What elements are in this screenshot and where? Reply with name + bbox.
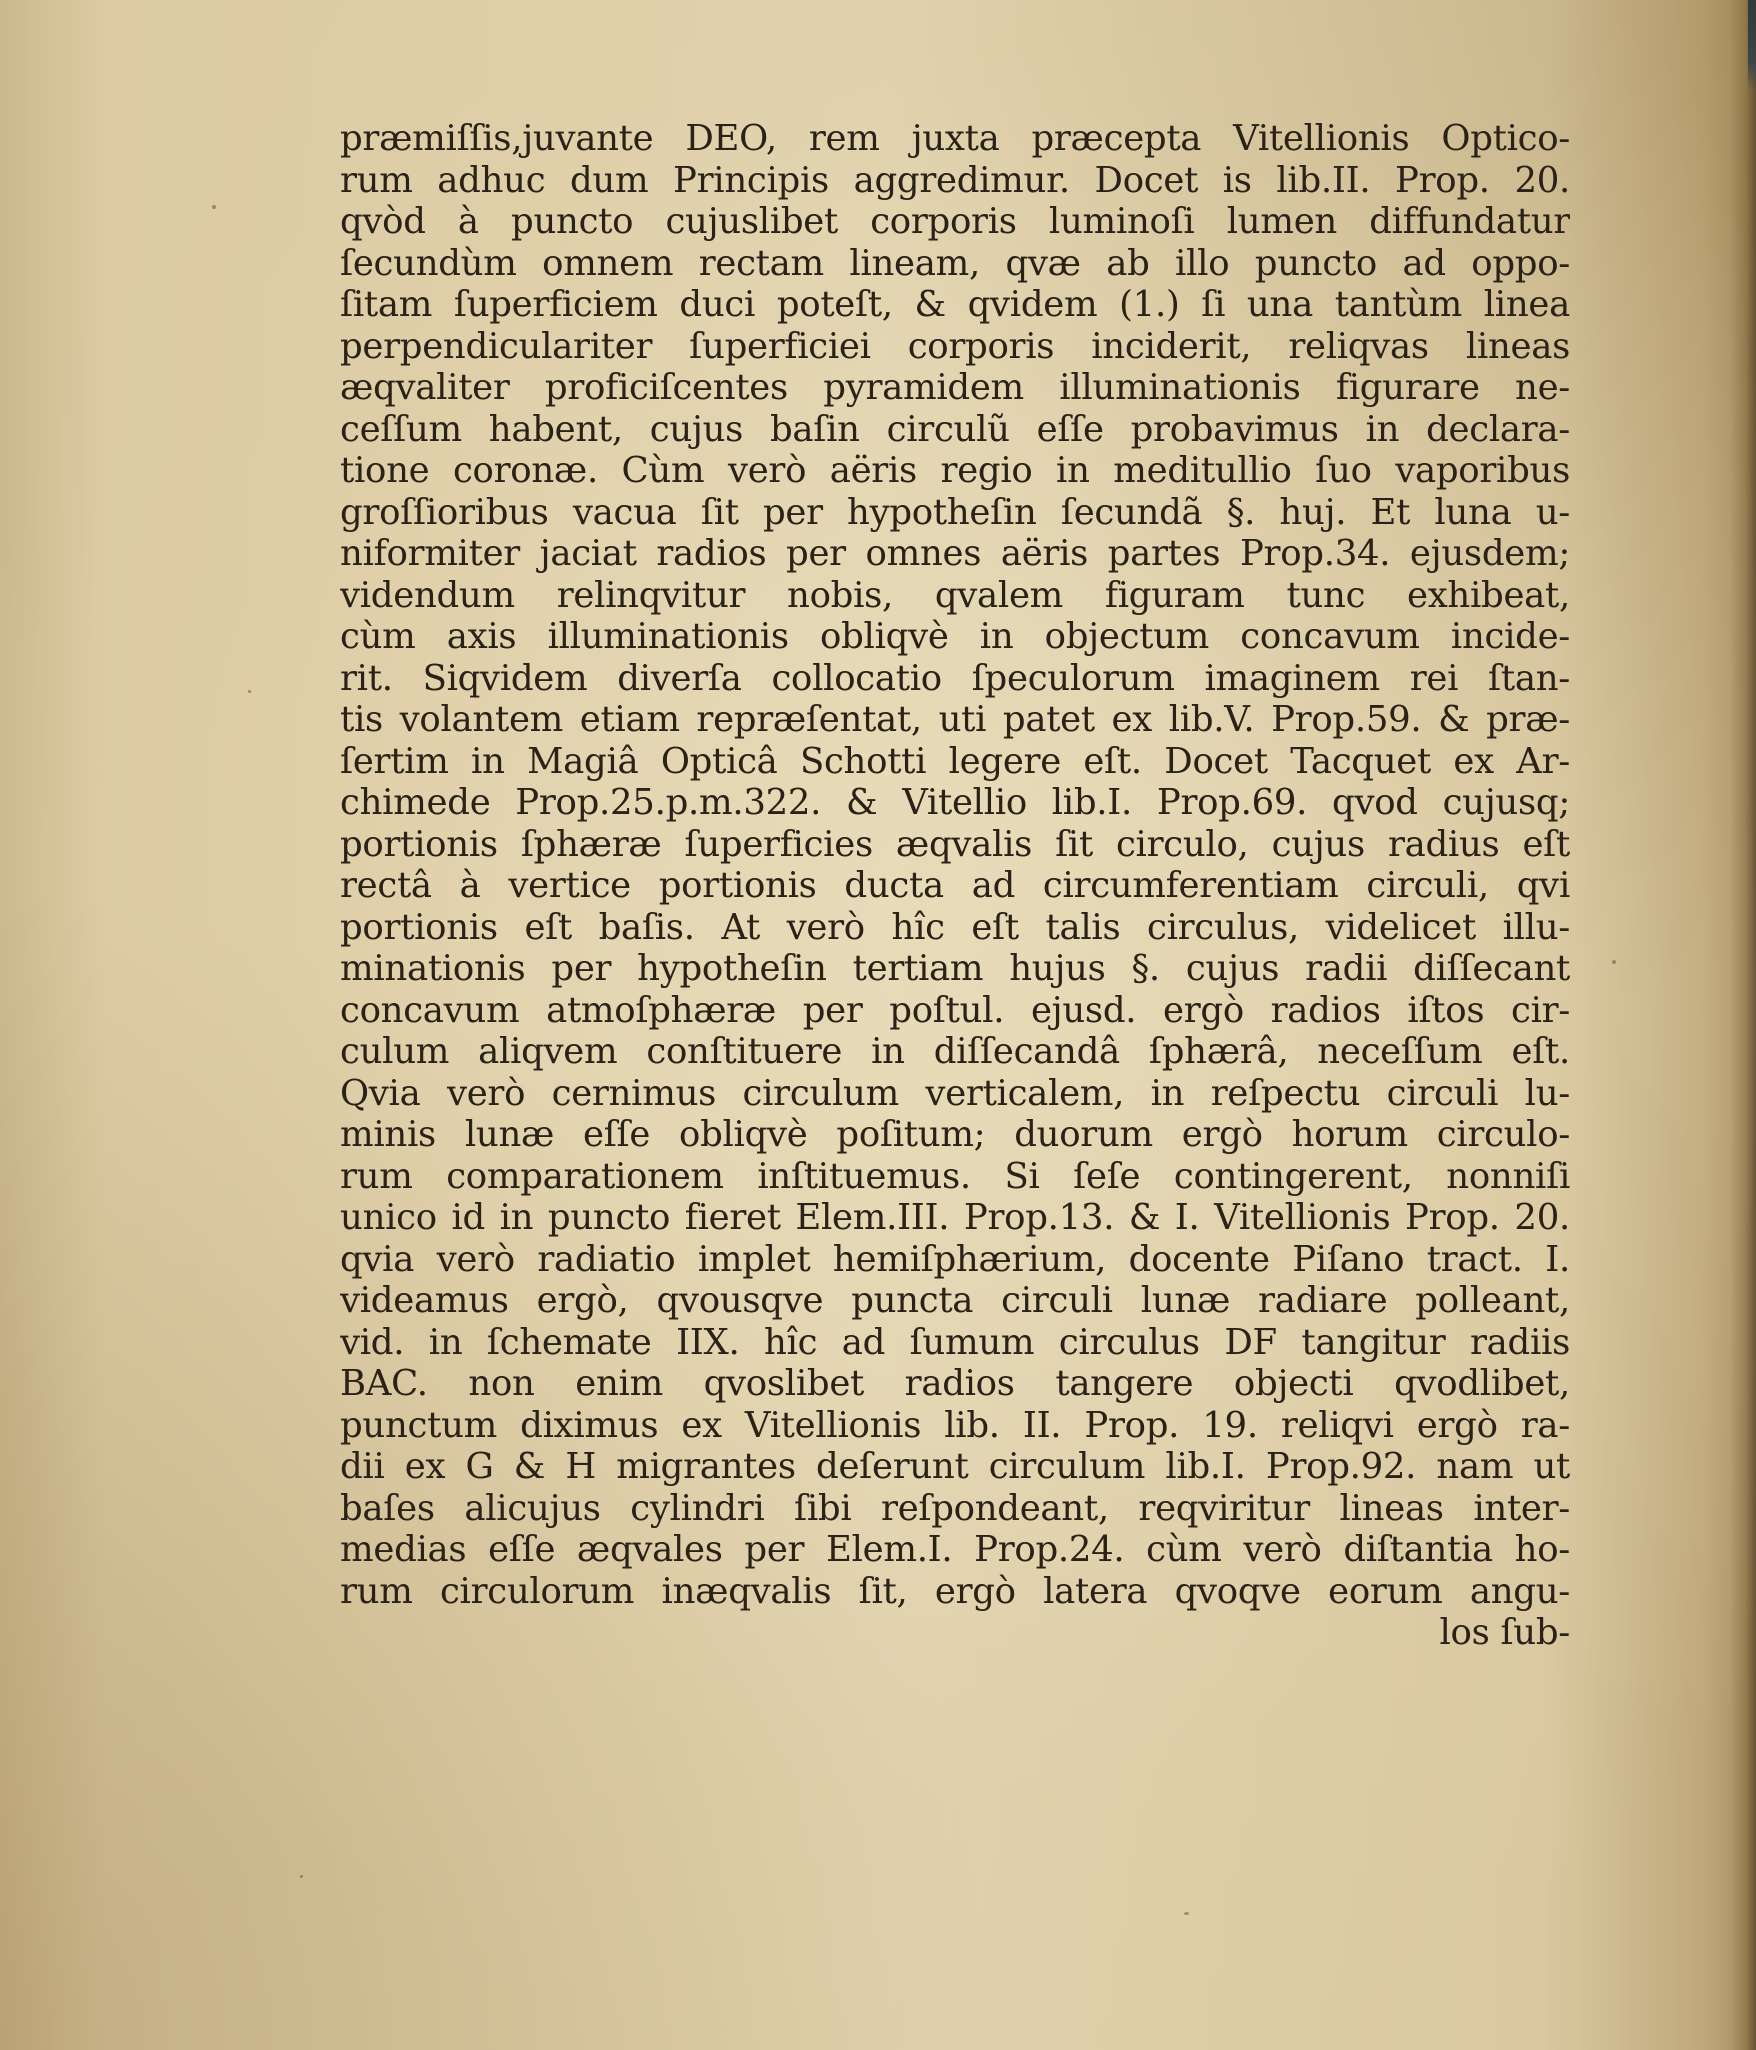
text-line: BAC. non enim qvoslibet radios tangere objecti qvodlibet, <box>340 1363 1570 1404</box>
text-line: groſſioribus vacua ſit per hypotheſin ſecundã §. huj. Et luna u- <box>340 491 1570 533</box>
page-edge-shadow <box>1730 0 1756 2050</box>
book-binding-edge <box>1748 0 1756 90</box>
text-line: præmiſſis,juvante DEO, rem juxta præcepta Vitellionis Optico- <box>340 118 1570 159</box>
text-line: portionis ſphæræ ſuperficies æqvalis ſit circulo, cujus radius eſt <box>340 823 1570 865</box>
text-line: ſertim in Magiâ Opticâ Schotti legere eſt. Docet Tacquet ex Ar- <box>340 740 1570 782</box>
paper-speck <box>1612 960 1616 964</box>
paper-speck <box>248 690 251 693</box>
text-line: rum adhuc dum Principis aggredimur. Docet is lib.II. Prop. 20. <box>340 159 1570 201</box>
text-line: chimede Prop.25.p.m.322. & Vitellio lib.I. Prop.69. qvod cujusq; <box>340 782 1570 823</box>
text-line: medias eſſe æqvales per Elem.I. Prop.24. cùm verò diſtantia ho- <box>340 1529 1570 1570</box>
text-line: æqvaliter proficiſcentes pyramidem illuminationis figurare ne- <box>340 367 1570 408</box>
text-line: unico id in puncto fieret Elem.III. Prop.13. & I. Vitellionis Prop. 20. <box>340 1197 1570 1238</box>
paper-speck <box>300 1875 303 1878</box>
catchword: los ſub- <box>1439 1612 1570 1653</box>
text-line: baſes alicujus cylindri ſibi reſpondeant, reqviritur lineas inter- <box>340 1487 1570 1529</box>
page-text <box>340 118 1570 1654</box>
text-line: qvòd à puncto cujuslibet corporis luminoſi lumen diffundatur <box>340 201 1570 242</box>
text-line: ſitam ſuperficiem duci poteſt, & qvidem (1.) ſi una tantùm linea <box>340 284 1570 325</box>
text-line: tis volantem etiam repræſentat, uti patet ex lib.V. Prop.59. & præ- <box>340 699 1570 740</box>
text-line: rit. Siqvidem diverſa collocatio ſpeculorum imaginem rei ſtan- <box>340 657 1570 699</box>
text-line: tione coronæ. Cùm verò aëris regio in meditullio ſuo vaporibus <box>340 450 1570 491</box>
text-line: punctum diximus ex Vitellionis lib. II. Prop. 19. reliqvi ergò ra- <box>340 1404 1570 1446</box>
text-line: portionis eſt baſis. At verò hîc eſt talis circulus, videlicet illu- <box>340 906 1570 948</box>
text-line: perpendiculariter ſuperficiei corporis inciderit, reliqvas lineas <box>340 325 1570 367</box>
text-line: minationis per hypotheſin tertiam hujus §. cujus radii diſſecant <box>340 948 1570 989</box>
text-line: dii ex G & H migrantes deſerunt circulum lib.I. Prop.92. nam ut <box>340 1446 1570 1487</box>
text-line: rum circulorum inæqvalis ſit, ergò latera qvoqve eorum angu- <box>340 1570 1570 1612</box>
text-line: concavum atmoſphæræ per poſtul. ejusd. ergò radios iſtos cir- <box>340 989 1570 1031</box>
text-line: minis lunæ eſſe obliqvè poſitum; duorum ergò horum circulo- <box>340 1114 1570 1155</box>
text-line: videamus ergò, qvousqve puncta circuli lunæ radiare polleant, <box>340 1280 1570 1321</box>
paper-speck <box>212 205 216 209</box>
text-line: ſecundùm omnem rectam lineam, qvæ ab illo puncto ad oppo- <box>340 242 1570 284</box>
text-line: rum comparationem inſtituemus. Si ſeſe contingerent, nonniſi <box>340 1155 1570 1197</box>
text-line: Qvia verò cernimus circulum verticalem, in reſpectu circuli lu- <box>340 1072 1570 1114</box>
text-line: qvia verò radiatio implet hemiſphærium, docente Piſano tract. I. <box>340 1238 1570 1280</box>
text-line: cùm axis illuminationis obliqvè in objectum concavum incide- <box>340 616 1570 657</box>
text-line: videndum relinqvitur nobis, qvalem figuram tunc exhibeat, <box>340 574 1570 616</box>
text-line: vid. in ſchemate IIX. hîc ad ſumum circulus DF tangitur radiis <box>340 1321 1570 1363</box>
text-line: culum aliqvem conſtituere in diſſecandâ ſphærâ, neceſſum eſt. <box>340 1031 1570 1072</box>
text-line: niformiter jaciat radios per omnes aëris partes Prop.34. ejusdem; <box>340 533 1570 574</box>
text-line: rectâ à vertice portionis ducta ad circumferentiam circuli, qvi <box>340 865 1570 906</box>
text-line: ceſſum habent, cujus baſin circulũ eſſe probavimus in declara- <box>340 408 1570 450</box>
paper-speck <box>1184 1912 1189 1915</box>
